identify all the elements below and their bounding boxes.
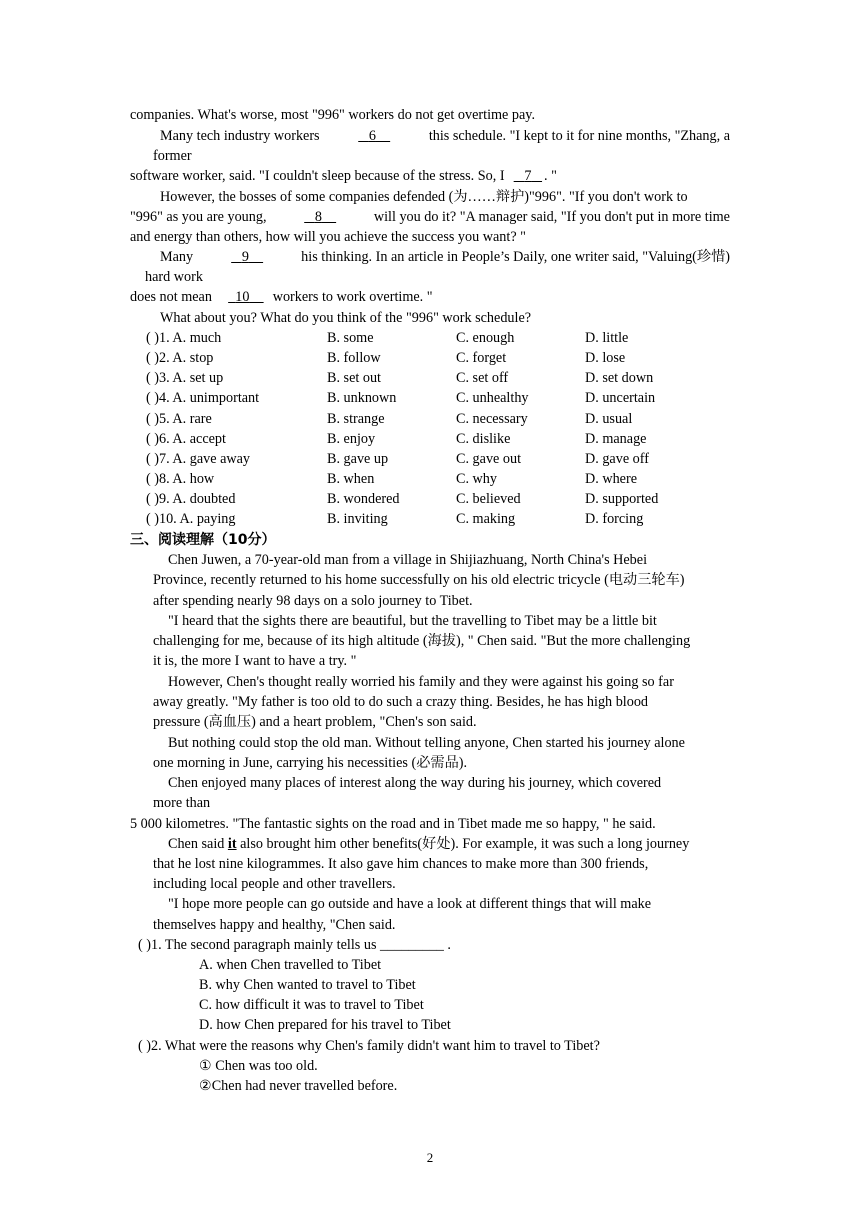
option-c: C. dislike xyxy=(456,431,511,447)
option-c: C. enough xyxy=(456,330,515,346)
reading-text: away greatly. "My father is too old to do such a crazy thing. Besides, he has high blood xyxy=(153,694,649,710)
reading-text: also brought him other benefits(好处). For example, it was such a long journey xyxy=(240,836,690,852)
cloze-line xyxy=(160,187,688,207)
option-b: B. enjoy xyxy=(327,431,376,447)
cloze-text: "996" as you are young, xyxy=(130,209,267,225)
question-option: C. how difficult it was to travel to Tibet xyxy=(199,997,424,1013)
reading-line xyxy=(153,692,648,712)
option-q: ( )8. A. how xyxy=(146,471,215,487)
reading-line xyxy=(153,915,395,935)
cloze-line xyxy=(130,207,730,227)
blank-10: 10 xyxy=(235,289,250,305)
reading-text: However, Chen's thought really worried his family and they were against his going so far xyxy=(168,674,674,690)
reading-text: pressure (高血压) and a heart problem, "Chen's son said. xyxy=(153,714,477,730)
cloze-text: companies. What's worse, most "996" workers do not get overtime pay. xyxy=(130,107,536,123)
reading-line xyxy=(153,753,467,773)
option-c: C. making xyxy=(456,511,516,527)
question-item: ②Chen had never travelled before. xyxy=(199,1078,398,1094)
option-q: ( )3. A. set up xyxy=(146,370,224,386)
cloze-text: will you do it? "A manager said, "If you don't put in more time xyxy=(373,209,730,225)
option-c: C. forget xyxy=(456,350,507,366)
option-c: C. necessary xyxy=(456,411,528,427)
option-d: D. manage xyxy=(585,431,647,447)
blank-9: 9 xyxy=(241,249,249,265)
reading-text: Chen Juwen, a 70-year-old man from a village in Shijiazhuang, North China's Hebei xyxy=(168,552,648,568)
reading-text: Province, recently returned to his home successfully on his old electric tricycle (电动三轮车) xyxy=(153,572,685,588)
cloze-text: his thinking. In an article in People’s Daily, one writer said, "Valuing(珍惜) xyxy=(301,249,730,265)
reading-line xyxy=(168,733,685,753)
option-c: C. believed xyxy=(456,491,521,507)
reading-line xyxy=(153,874,396,894)
cloze-text: software worker, said. "I couldn't sleep because of the stress. So, I xyxy=(130,168,505,184)
reading-line xyxy=(153,712,477,732)
cloze-line xyxy=(130,105,535,125)
cloze-text: does not mean xyxy=(130,289,212,305)
blank-8: 8 xyxy=(314,209,322,225)
cloze-line xyxy=(153,146,192,166)
question-2: ( )2. What were the reasons why Chen's family didn't want him to travel to Tibet? xyxy=(138,1038,600,1054)
cloze-text: this schedule. "I kept to it for nine months, "Zhang, a xyxy=(428,128,730,144)
reading-line xyxy=(168,611,657,631)
option-d: D. gave off xyxy=(585,451,649,467)
reading-text: that he lost nine kilogrammes. It also gave him chances to make more than 300 friends, xyxy=(153,856,649,872)
question-option: A. when Chen travelled to Tibet xyxy=(199,957,382,973)
reading-text: But nothing could stop the old man. Without telling anyone, Chen started his journey alone xyxy=(168,735,685,751)
blank-7: 7 xyxy=(524,168,532,184)
cloze-line xyxy=(145,267,203,287)
reading-text: "I heard that the sights there are beautiful, but the travelling to Tibet may be a little bit xyxy=(168,613,657,629)
cloze-text: hard work xyxy=(145,269,203,285)
option-d: D. usual xyxy=(585,411,633,427)
underlined-word: it xyxy=(227,836,237,852)
question-1: ( )1. The second paragraph mainly tells us _________ . xyxy=(138,937,451,953)
cloze-text: . " xyxy=(544,168,557,184)
reading-text: after spending nearly 98 days on a solo journey to Tibet. xyxy=(153,593,473,609)
reading-line xyxy=(153,591,473,611)
cloze-line xyxy=(160,247,730,267)
option-d: D. set down xyxy=(585,370,654,386)
cloze-line xyxy=(160,308,531,328)
reading-text: Chen enjoyed many places of interest along the way during his journey, which covered xyxy=(168,775,662,791)
option-q: ( )10. A. paying xyxy=(146,511,236,527)
option-b: B. gave up xyxy=(327,451,389,467)
reading-text: challenging for me, because of its high altitude (海拔), " Chen said. "But the more challenging xyxy=(153,633,691,649)
reading-line xyxy=(130,814,656,834)
option-b: B. follow xyxy=(327,350,381,366)
reading-line xyxy=(168,834,689,854)
cloze-text: However, the bosses of some companies defended (为……辩护)"996". "If you don't work to xyxy=(160,189,688,205)
reading-line xyxy=(153,651,356,671)
option-c: C. unhealthy xyxy=(456,390,529,406)
option-q: ( )9. A. doubted xyxy=(146,491,236,507)
cloze-text: Many tech industry workers xyxy=(160,128,320,144)
blank-6: 6 xyxy=(368,128,376,144)
cloze-line xyxy=(130,287,433,307)
page-number: 2 xyxy=(426,1150,434,1165)
cloze-text: former xyxy=(153,148,192,164)
option-q: ( )4. A. unimportant xyxy=(146,390,260,406)
option-q: ( )1. A. much xyxy=(146,330,222,346)
reading-text: including local people and other travellers. xyxy=(153,876,396,892)
option-d: D. lose xyxy=(585,350,626,366)
question-option: D. how Chen prepared for his travel to Tibet xyxy=(199,1017,451,1033)
reading-text: Chen said xyxy=(168,836,225,852)
question-option: B. why Chen wanted to travel to Tibet xyxy=(199,977,416,993)
option-c: C. why xyxy=(456,471,497,487)
reading-line xyxy=(168,894,651,914)
option-b: B. when xyxy=(327,471,375,487)
cloze-line xyxy=(130,166,557,186)
option-d: D. where xyxy=(585,471,637,487)
reading-line xyxy=(153,854,648,874)
reading-line xyxy=(168,773,661,793)
reading-text: more than xyxy=(153,795,211,811)
cloze-text: Many xyxy=(160,249,194,265)
cloze-line xyxy=(130,227,526,247)
section-heading: 三、阅读理解（10分） xyxy=(130,532,276,548)
reading-line xyxy=(153,570,730,590)
option-b: B. inviting xyxy=(327,511,388,527)
option-q: ( )2. A. stop xyxy=(146,350,214,366)
option-b: B. set out xyxy=(327,370,381,386)
cloze-line xyxy=(160,126,730,146)
option-q: ( )5. A. rare xyxy=(146,411,212,427)
option-b: B. unknown xyxy=(327,390,397,406)
cloze-text: and energy than others, how will you achieve the success you want? " xyxy=(130,229,526,245)
reading-text: it is, the more I want to have a try. " xyxy=(153,653,357,669)
reading-text: one morning in June, carrying his necessities (必需品). xyxy=(153,755,468,771)
option-b: B. wondered xyxy=(327,491,400,507)
option-d: D. uncertain xyxy=(585,390,656,406)
reading-text: themselves happy and healthy, "Chen said. xyxy=(153,917,396,933)
reading-line xyxy=(168,550,730,570)
option-c: C. gave out xyxy=(456,451,522,467)
option-d: D. forcing xyxy=(585,511,644,527)
option-q: ( )7. A. gave away xyxy=(146,451,251,467)
reading-line xyxy=(168,672,674,692)
reading-line xyxy=(153,631,690,651)
option-b: B. strange xyxy=(327,411,385,427)
cloze-text: workers to work overtime. " xyxy=(272,289,433,305)
option-c: C. set off xyxy=(456,370,509,386)
option-b: B. some xyxy=(327,330,374,346)
cloze-text: What about you? What do you think of the "996" work schedule? xyxy=(160,310,532,326)
reading-text: "I hope more people can go outside and have a look at different things that will make xyxy=(168,896,652,912)
reading-line xyxy=(153,793,210,813)
question-item: ① Chen was too old. xyxy=(199,1058,318,1074)
reading-text: 5 000 kilometres. "The fantastic sights on the road and in Tibet made me so happy, " he said. xyxy=(130,816,656,832)
option-d: D. little xyxy=(585,330,629,346)
option-q: ( )6. A. accept xyxy=(146,431,226,447)
option-d: D. supported xyxy=(585,491,659,507)
